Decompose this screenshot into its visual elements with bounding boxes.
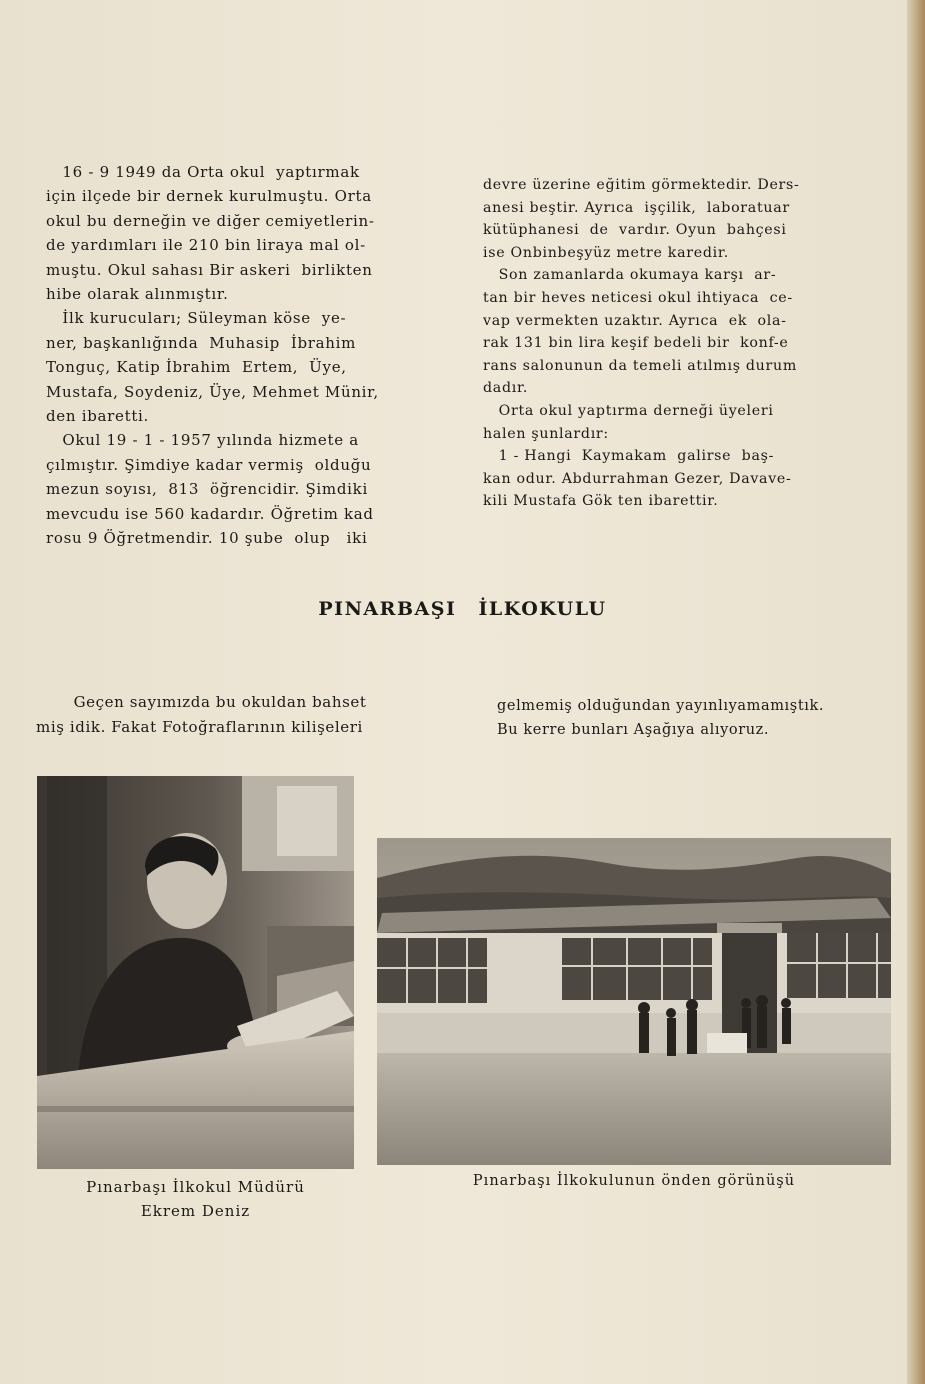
principal-photo-image	[37, 776, 354, 1169]
text-line: Orta okul yaptırma derneği üyeleri	[483, 402, 774, 419]
page-edge	[907, 0, 925, 1384]
text-line: Tonguç, Katip İbrahim Ertem, Üye,	[46, 358, 347, 377]
text-line: kan odur. Abdurrahman Gezer, Davave-	[483, 470, 792, 487]
text-line: den ibaretti.	[46, 407, 150, 426]
article-right-column	[483, 174, 883, 513]
text-line: rak 131 bin lira keşif bedeli bir konf-e	[483, 335, 789, 352]
article-left-column	[46, 160, 446, 551]
text-line: rans salonunun da temeli atılmış durum	[483, 357, 797, 374]
text-line: 1 - Hangi Kaymakam galirse baş-	[483, 448, 775, 465]
text-line: Mustafa, Soydeniz, Üye, Mehmet Münir,	[46, 382, 379, 401]
text-line: gelmemiş olduğundan yayınlıyamamıştık.	[497, 698, 825, 714]
school-building-photo	[377, 838, 891, 1165]
section-intro-left	[36, 690, 366, 740]
text-line: kili Mustafa Gök ten ibarettir.	[483, 493, 719, 510]
principal-photo-caption	[37, 1175, 354, 1223]
section-heading: PINARBAŞI İLKOKULU	[318, 598, 607, 620]
text-line: Okul 19 - 1 - 1957 yılında hizmete a	[46, 431, 359, 450]
text-line: rosu 9 Öğretmendir. 10 şube olup iki	[46, 529, 368, 548]
school-photo-caption	[377, 1169, 891, 1193]
text-line: vap vermekten uzaktır. Ayrıca ek ola-	[483, 312, 787, 329]
text-line: kütüphanesi de vardır. Oyun bahçesi	[483, 222, 787, 239]
text-line: çılmıştır. Şimdiye kadar vermiş olduğu	[46, 455, 372, 474]
text-line: İlk kurucuları; Süleyman köse ye-	[46, 309, 347, 328]
text-line: için ilçede bir dernek kurulmuştu. Orta	[46, 187, 372, 206]
text-line: tan bir heves neticesi okul ihtiyaca ce-	[483, 289, 793, 306]
text-line: devre üzerine eğitim görmektedir. Ders-	[483, 177, 800, 193]
text-line: Bu kerre bunları Aşağıya alıyoruz.	[497, 722, 770, 738]
text-line: ise Onbinbeşyüz metre karedir.	[483, 244, 729, 261]
text-line: okul bu derneğin ve diğer cemiyetlerin-	[46, 211, 375, 230]
text-line: miş idik. Fakat Fotoğraflarının kilişeleri	[36, 718, 363, 736]
section-intro-right	[497, 694, 824, 742]
text-line: hibe olarak alınmıştır.	[46, 285, 229, 304]
text-line: Geçen sayımızda bu okuldan bahset	[36, 693, 367, 711]
school-building-photo-image	[377, 838, 891, 1165]
text-line: mezun soyısı, 813 öğrencidir. Şimdiki	[46, 480, 368, 499]
caption-line: Pınarbaşı İlkokulunun önden görünüşü	[472, 1173, 796, 1189]
text-line: halen şunlardır:	[483, 425, 609, 442]
caption-line: Pınarbaşı İlkokul Müdürü	[86, 1178, 305, 1196]
text-line: anesi beştir. Ayrıca işçilik, laboratuar	[483, 199, 790, 216]
text-line: ner, başkanlığında Muhasip İbrahim	[46, 333, 357, 352]
text-line: Son zamanlarda okumaya karşı ar-	[483, 267, 777, 284]
text-line: dadır.	[483, 380, 529, 397]
principal-photo	[37, 776, 354, 1169]
text-line: de yardımları ile 210 bin liraya mal ol-	[46, 236, 366, 255]
text-line: mevcudu ise 560 kadardır. Öğretim kad	[46, 504, 374, 523]
text-line: muştu. Okul sahası Bir askeri birlikten	[46, 260, 373, 279]
text-line: 16 - 9 1949 da Orta okul yaptırmak	[46, 163, 360, 181]
caption-line: Ekrem Deniz	[140, 1202, 251, 1220]
